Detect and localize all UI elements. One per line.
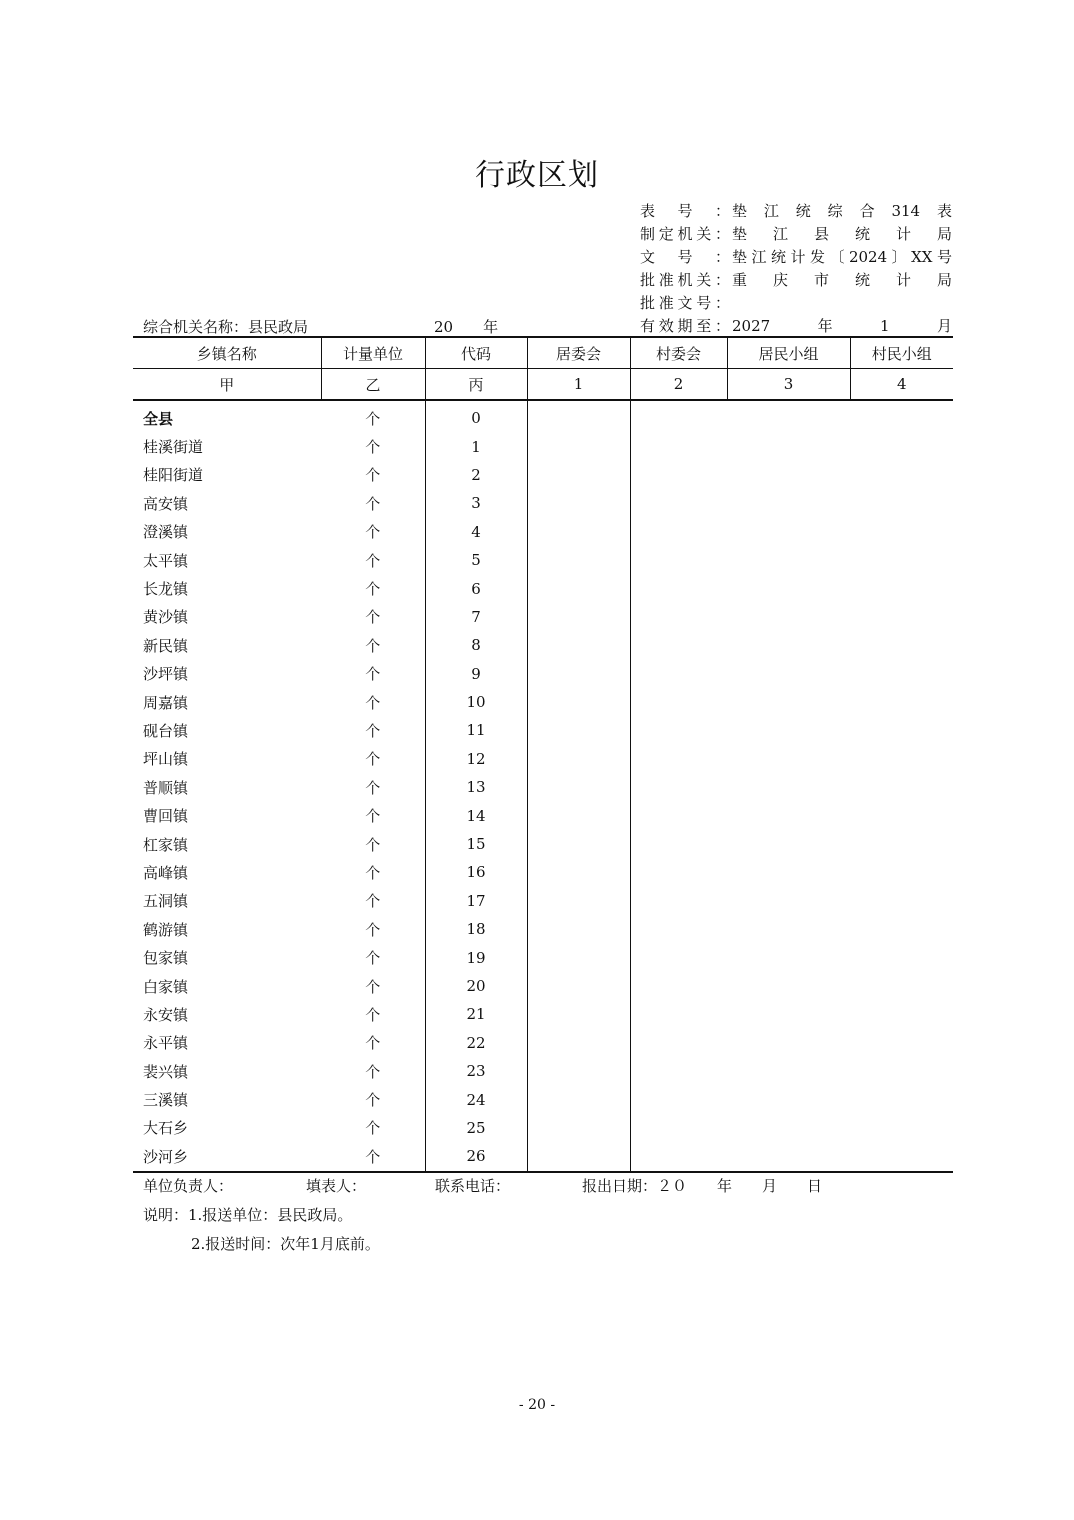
unit-cell: 个 [321, 432, 425, 460]
note-2: 2.报送时间：次年1月底前。 [191, 1235, 380, 1253]
unit-cell: 个 [321, 400, 425, 432]
data-cell [527, 461, 630, 489]
org-name: 综合机关名称：县民政局 [143, 318, 309, 336]
data-cell [527, 660, 630, 688]
data-cell [727, 1085, 850, 1113]
data-cell [527, 432, 630, 460]
unit-cell: 个 [321, 1114, 425, 1142]
township-name: 高安镇 [143, 494, 189, 513]
code-cell: 2 [425, 461, 527, 489]
data-cell [850, 716, 953, 744]
code-cell: 21 [425, 1000, 527, 1028]
township-name: 永平镇 [143, 1034, 189, 1053]
page-title: 行政区划 [475, 158, 599, 193]
table-row [133, 773, 953, 801]
township-name: 全县 [143, 409, 174, 428]
data-cell [527, 887, 630, 915]
data-cell [727, 1029, 850, 1057]
data-cell [727, 461, 850, 489]
data-cell [727, 830, 850, 858]
footer-date: 报出日期：２０ 年 月 日 [582, 1177, 823, 1195]
unit-cell: 个 [321, 887, 425, 915]
data-cell [850, 574, 953, 602]
table-row [133, 915, 953, 943]
data-cell [527, 518, 630, 546]
data-cell [630, 745, 727, 773]
data-cell [527, 745, 630, 773]
code-cell: 23 [425, 1057, 527, 1085]
meta-label: 制定机关： [640, 225, 730, 243]
township-name: 裴兴镇 [143, 1062, 189, 1081]
meta-label: 批准文号： [640, 294, 730, 312]
data-cell [850, 603, 953, 631]
code-cell: 10 [425, 688, 527, 716]
data-cell [630, 773, 727, 801]
township-name: 澄溪镇 [143, 523, 189, 542]
data-cell [727, 603, 850, 631]
data-cell [630, 660, 727, 688]
township-name: 永安镇 [143, 1005, 189, 1024]
data-cell [527, 688, 630, 716]
data-cell [850, 518, 953, 546]
table-row [133, 801, 953, 829]
column-header: 村委会 [630, 337, 727, 369]
data-cell [850, 489, 953, 517]
data-cell [850, 400, 953, 432]
column-header: 村民小组 [850, 337, 953, 369]
column-code: 甲 [133, 369, 321, 401]
code-cell: 8 [425, 631, 527, 659]
column-code: 丙 [425, 369, 527, 401]
township-name: 砚台镇 [143, 721, 189, 740]
data-cell [630, 1000, 727, 1028]
township-name: 三溪镇 [143, 1091, 189, 1110]
data-cell [850, 432, 953, 460]
table-row [133, 461, 953, 489]
table-row [133, 830, 953, 858]
data-cell [850, 745, 953, 773]
data-cell [727, 1142, 850, 1171]
data-cell [727, 1057, 850, 1085]
unit-cell: 个 [321, 1000, 425, 1028]
data-cell [630, 887, 727, 915]
data-cell [527, 943, 630, 971]
code-cell: 25 [425, 1114, 527, 1142]
note-1: 说明：1.报送单位：县民政局。 [143, 1206, 353, 1224]
table-row [133, 1029, 953, 1057]
code-cell: 16 [425, 858, 527, 886]
column-code: 乙 [321, 369, 425, 401]
data-cell [727, 1114, 850, 1142]
table-row [133, 972, 953, 1000]
data-cell [850, 1000, 953, 1028]
township-name: 沙河乡 [133, 1142, 321, 1171]
data-cell [527, 1000, 630, 1028]
data-cell [850, 830, 953, 858]
table-row [133, 1000, 953, 1028]
township-name: 太平镇 [143, 551, 189, 570]
page-number: - 20 - [518, 1397, 556, 1413]
data-cell [727, 858, 850, 886]
data-cell [727, 660, 850, 688]
data-cell [527, 603, 630, 631]
data-cell [850, 660, 953, 688]
data-cell [630, 400, 727, 432]
unit-cell: 个 [321, 858, 425, 886]
township-name: 杠家镇 [143, 835, 189, 854]
data-cell [850, 688, 953, 716]
township-name: 沙坪镇 [143, 665, 189, 684]
table-row [133, 603, 953, 631]
data-cell [727, 1000, 850, 1028]
data-cell [727, 489, 850, 517]
township-name: 白家镇 [143, 977, 189, 996]
unit-cell: 个 [321, 773, 425, 801]
column-header: 居民小组 [727, 337, 850, 369]
code-cell: 3 [425, 489, 527, 517]
unit-cell: 个 [321, 518, 425, 546]
header-row [133, 337, 953, 369]
data-cell [727, 716, 850, 744]
table-row [133, 688, 953, 716]
data-cell [850, 1085, 953, 1113]
unit-cell: 个 [321, 461, 425, 489]
code-cell: 11 [425, 716, 527, 744]
unit-cell: 个 [321, 943, 425, 971]
data-cell [727, 432, 850, 460]
data-cell [630, 1085, 727, 1113]
table-row [133, 1114, 953, 1142]
township-name: 曹回镇 [143, 807, 189, 826]
data-cell [630, 603, 727, 631]
code-cell: 7 [425, 603, 527, 631]
township-name: 周嘉镇 [143, 693, 189, 712]
table-row [133, 1085, 953, 1113]
unit-cell: 个 [321, 660, 425, 688]
code-cell: 4 [425, 518, 527, 546]
data-cell [850, 972, 953, 1000]
table-row [133, 716, 953, 744]
meta-value: 重庆市统计局 [732, 271, 952, 289]
unit-cell: 个 [321, 574, 425, 602]
data-cell [630, 1114, 727, 1142]
column-header: 乡镇名称 [133, 337, 321, 369]
table-row [133, 1057, 953, 1085]
table-row [133, 745, 953, 773]
meta-label: 批准机关： [640, 271, 730, 289]
table-row [133, 546, 953, 574]
data-cell [727, 518, 850, 546]
data-cell [630, 1142, 727, 1171]
data-cell [527, 1029, 630, 1057]
code-cell: 13 [425, 773, 527, 801]
data-cell [850, 887, 953, 915]
data-cell [850, 1142, 953, 1171]
data-cell [630, 489, 727, 517]
code-cell: 0 [425, 400, 527, 432]
table-row [133, 858, 953, 886]
meta-label: 文号： [640, 248, 730, 266]
data-cell [727, 943, 850, 971]
table-row [133, 1142, 953, 1171]
data-cell [630, 688, 727, 716]
column-header: 居委会 [527, 337, 630, 369]
unit-cell: 个 [321, 546, 425, 574]
data-cell [630, 716, 727, 744]
data-cell [850, 461, 953, 489]
township-name: 鹤游镇 [143, 920, 189, 939]
data-cell [850, 1114, 953, 1142]
form-meta [640, 200, 950, 340]
data-cell [630, 546, 727, 574]
data-cell [630, 830, 727, 858]
table-row [133, 432, 953, 460]
data-cell [527, 631, 630, 659]
column-code: 2 [630, 369, 727, 401]
unit-cell: 个 [321, 745, 425, 773]
township-name: 普顺镇 [143, 778, 189, 797]
code-cell: 17 [425, 887, 527, 915]
data-cell [850, 915, 953, 943]
code-cell: 22 [425, 1029, 527, 1057]
unit-cell: 个 [321, 1057, 425, 1085]
code-cell: 15 [425, 830, 527, 858]
code-cell: 9 [425, 660, 527, 688]
code-cell: 14 [425, 801, 527, 829]
data-cell [727, 631, 850, 659]
meta-value: 垫江县统计局 [732, 225, 952, 243]
meta-value: 2027年1月 [732, 317, 952, 335]
data-cell [527, 574, 630, 602]
column-code: 4 [850, 369, 953, 401]
table-row [133, 943, 953, 971]
township-name: 坪山镇 [143, 750, 189, 769]
table-row [133, 631, 953, 659]
data-cell [727, 801, 850, 829]
meta-value: 垫江统计发〔2024〕XX号 [732, 248, 952, 266]
data-cell [727, 773, 850, 801]
data-cell [630, 461, 727, 489]
data-cell [527, 400, 630, 432]
data-cell [527, 489, 630, 517]
column-header: 计量单位 [321, 337, 425, 369]
column-code: 1 [527, 369, 630, 401]
data-cell [850, 801, 953, 829]
unit-cell: 个 [321, 688, 425, 716]
data-cell [527, 915, 630, 943]
table-row [133, 660, 953, 688]
data-cell [850, 1029, 953, 1057]
data-cell [527, 858, 630, 886]
data-cell [527, 801, 630, 829]
data-cell [630, 432, 727, 460]
table-row [133, 887, 953, 915]
data-cell [630, 972, 727, 1000]
code-cell: 5 [425, 546, 527, 574]
data-cell [527, 773, 630, 801]
column-header: 代码 [425, 337, 527, 369]
code-cell: 18 [425, 915, 527, 943]
township-name: 高峰镇 [143, 863, 189, 882]
data-cell [630, 943, 727, 971]
data-cell [630, 631, 727, 659]
township-name: 黄沙镇 [143, 608, 189, 627]
township-name: 新民镇 [143, 636, 189, 655]
footer-filler: 填表人： [306, 1177, 367, 1195]
footer-head: 单位负责人： [143, 1177, 234, 1195]
table-row [133, 489, 953, 517]
data-cell [850, 631, 953, 659]
data-cell [527, 1114, 630, 1142]
data-cell [630, 518, 727, 546]
data-cell [850, 943, 953, 971]
meta-value: 垫江统综合314表 [732, 202, 952, 220]
data-cell [527, 1085, 630, 1113]
data-cell [527, 830, 630, 858]
code-cell: 26 [425, 1142, 527, 1171]
data-cell [630, 1029, 727, 1057]
report-year: 20 年 [434, 318, 499, 336]
code-row [133, 369, 953, 401]
township-name: 长龙镇 [143, 580, 189, 599]
township-name: 桂阳街道 [143, 466, 204, 485]
data-cell [727, 915, 850, 943]
data-cell [527, 716, 630, 744]
unit-cell: 个 [321, 972, 425, 1000]
data-cell [527, 546, 630, 574]
unit-cell: 个 [321, 1142, 425, 1171]
township-name: 五洞镇 [143, 892, 189, 911]
unit-cell: 个 [321, 915, 425, 943]
data-cell [630, 858, 727, 886]
code-cell: 19 [425, 943, 527, 971]
township-name: 大石乡 [143, 1119, 189, 1138]
township-name: 包家镇 [143, 949, 189, 968]
data-cell [727, 546, 850, 574]
data-cell [527, 1057, 630, 1085]
unit-cell: 个 [321, 631, 425, 659]
code-cell: 24 [425, 1085, 527, 1113]
unit-cell: 个 [321, 801, 425, 829]
code-cell: 1 [425, 432, 527, 460]
code-cell: 12 [425, 745, 527, 773]
data-cell [850, 858, 953, 886]
data-cell [727, 400, 850, 432]
meta-label: 有效期至： [640, 317, 730, 335]
unit-cell: 个 [321, 716, 425, 744]
table-row [133, 518, 953, 546]
data-cell [630, 574, 727, 602]
unit-cell: 个 [321, 489, 425, 517]
data-cell [850, 773, 953, 801]
table-row [133, 400, 953, 432]
data-cell [630, 915, 727, 943]
footer-phone: 联系电话： [435, 1177, 511, 1195]
column-code: 3 [727, 369, 850, 401]
data-cell [527, 972, 630, 1000]
data-cell [727, 688, 850, 716]
unit-cell: 个 [321, 830, 425, 858]
table-row [133, 574, 953, 602]
data-table [133, 336, 953, 1173]
meta-label: 表号： [640, 202, 730, 220]
data-cell [727, 745, 850, 773]
data-cell [850, 1057, 953, 1085]
data-cell [850, 546, 953, 574]
township-name: 桂溪街道 [143, 438, 204, 457]
data-cell [630, 801, 727, 829]
data-cell [630, 1057, 727, 1085]
data-cell [727, 972, 850, 1000]
code-cell: 6 [425, 574, 527, 602]
unit-cell: 个 [321, 1085, 425, 1113]
data-cell [527, 1142, 630, 1171]
data-cell [727, 574, 850, 602]
data-cell [727, 887, 850, 915]
code-cell: 20 [425, 972, 527, 1000]
unit-cell: 个 [321, 1029, 425, 1057]
unit-cell: 个 [321, 603, 425, 631]
